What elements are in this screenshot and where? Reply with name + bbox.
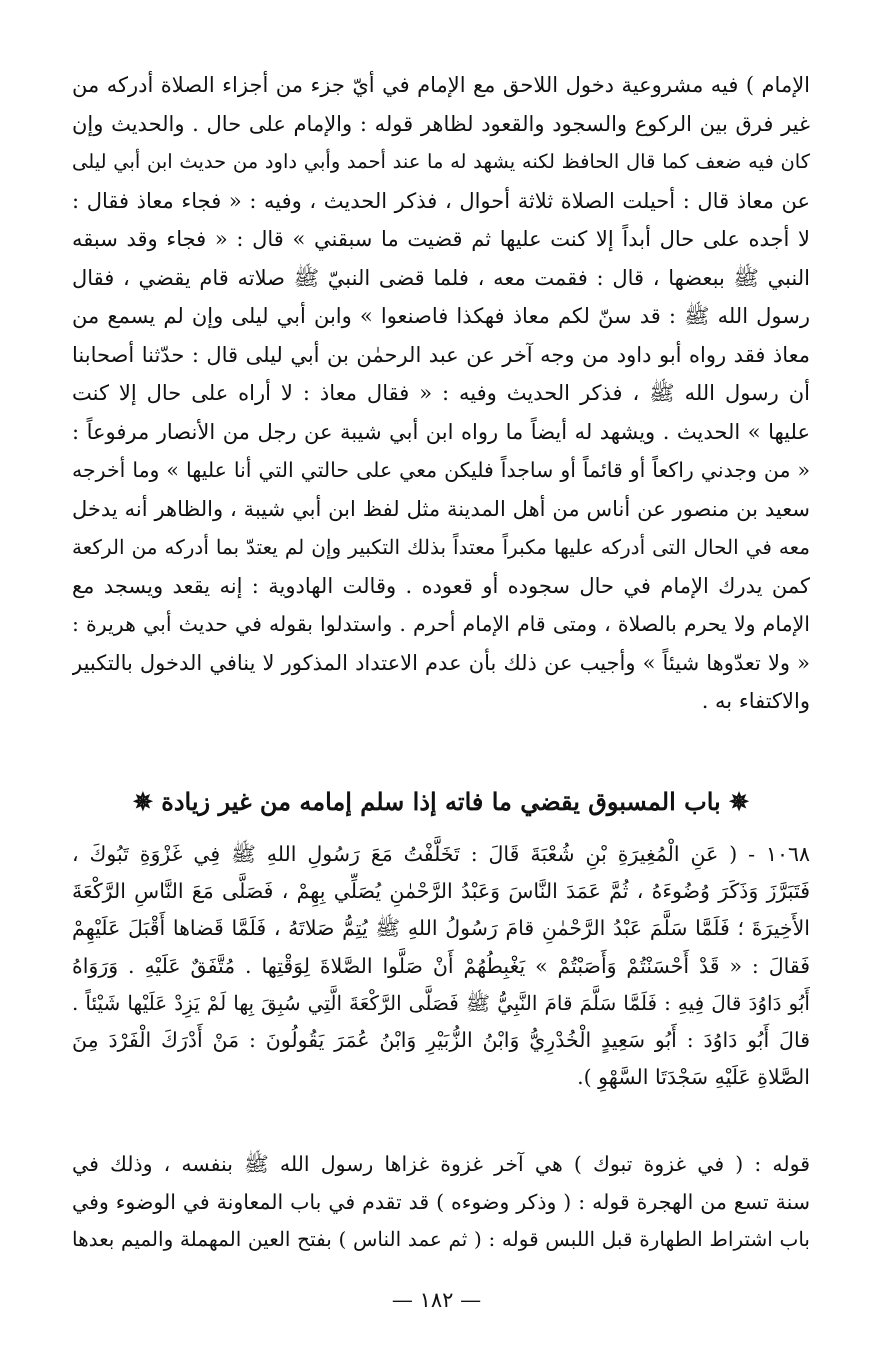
hadith-line: أَبُو دَاوُدَ قالَ فِيهِ : فَلَمَّا سَلَّمَ قامَ النَّبِيُّ ﷺ فَصَلَّى الرَّكْعَةَ الَّتِي سُبِقَ بِها لَمْ يَزِدْ عَلَيْها شَيْئاً . (72, 990, 810, 1015)
commentary-top (72, 66, 810, 721)
text-line: الإمام ولا يحرم بالصلاة ، ومتى قام الإمام أحرم . واستدلوا بقوله في حديث أبي هريرة : (72, 612, 810, 636)
hadith-line: الصَّلاةِ عَلَيْهِ سَجْدَتَا السَّهْوِ ). (577, 1065, 810, 1090)
text-line: باب اشتراط الطهارة قبل اللبس قوله : ( ثم عمد الناس ) بفتح العين المهملة والميم بعدها (72, 1227, 810, 1251)
text-line: الإمام ) فيه مشروعية دخول اللاحق مع الإمام في أيّ جزء من أجزاء الصلاة أدركه من (72, 73, 810, 97)
text-line: عليها » الحديث . ويشهد له أيضاً ما رواه ابن أبي شيبة عن رجل من الأنصار مرفوعاً : (72, 419, 810, 444)
text-line: سعيد بن منصور عن أناس من أهل المدينة مثل لفظ ابن أبي شيبة ، والظاهر أنه يدخل (72, 496, 810, 521)
page-number: — ١٨٢ — (391, 1288, 482, 1312)
commentary-bottom (72, 1146, 810, 1259)
text-line: عن معاذ قال : أحيلت الصلاة ثلاثة أحوال ، فذكر الحديث ، وفيه : « فجاء معاذ فقال : (72, 188, 810, 213)
text-line: غير فرق بين الركوع والسجود والقعود لظاهر قوله : والإمام على حال . والحديث وإن (72, 111, 810, 136)
text-line: قوله : ( في غزوة تبوك ) هي آخر غزوة غزاها رسول الله ﷺ بنفسه ، وذلك في (72, 1152, 810, 1176)
text-line: أن رسول الله ﷺ ، فذكر الحديث وفيه : « فقال معاذ : لا أراه على حال إلا كنت (72, 381, 810, 405)
text-line: رسول الله ﷺ : قد سنّ لكم معاذ فهكذا فاصنعوا » وابن أبي ليلى وإن لم يسمع من (72, 304, 810, 328)
hadith-text (72, 836, 810, 1096)
text-line: كان فيه ضعف كما قال الحافظ لكنه يشهد له ما عند أحمد وأبي داود من حديث ابن أبي ليلى (72, 150, 810, 173)
hadith-line: فَقالَ : « قَدْ أَحْسَنْتُمْ وَأَصَبْتُمْ » يَغْبِطُهُمْ أَنْ صَلَّوا الصَّلاةَ لِوَقْتِها . مُتَّفَقٌ عَلَيْهِ . وَرَوَاهُ (72, 953, 810, 978)
hadith-line: الأَخِيرَةَ ؛ فَلَمَّا سَلَّمَ عَبْدُ الرَّحْمٰنِ قامَ رَسُولُ اللهِ ﷺ يُتِمُّ صَلاتَهُ ، فَلَمَّا قَضاها أَقْبَلَ عَلَيْهِمْ (72, 916, 810, 941)
text-line: معاذ فقد رواه أبو داود من وجه آخر عن عبد الرحمٰن بن أبي ليلى قال : حدّثنا أصحابنا (72, 342, 810, 367)
hadith-line: ١٠٦٨ - ( عَنِ الْمُغِيرَةِ بْنِ شُعْبَةَ قَالَ : تَخَلَّفْتُ مَعَ رَسُولِ اللهِ ﷺ فِي غَزْوَةِ تَبُوكَ ، (72, 842, 810, 866)
hadith-line: قالَ أَبُو دَاوُدَ : أَبُو سَعِيدٍ الْخُدْرِيُّ وَابْنُ الزُّبَيْرِ وَابْنُ عُمَرَ يَقُولُونَ : مَنْ أَدْرَكَ الْفَرْدَ مِنَ (72, 1028, 810, 1053)
text-line: لا أجده على حال أبداً إلا كنت عليها ثم قضيت ما سبقني » قال : « فجاء وقد سبقه (72, 227, 810, 251)
text-line: معه في الحال التى أدركه عليها مكبراً معتداً بذلك التكبير وإن لم يعتدّ بما أدركه من الركعة (72, 535, 810, 559)
text-line: سنة تسع من الهجرة قوله : ( وذكر وضوءه ) قد تقدم في باب المعاونة في الوضوء وفي (72, 1189, 810, 1214)
text-line: كمن يدرك الإمام في حال سجوده أو قعوده . وقالت الهادوية : إنه يقعد ويسجد مع (72, 573, 810, 598)
text-line: والاكتفاء به . (701, 689, 810, 713)
text-line: « ولا تعدّوها شيئاً » وأجيب عن ذلك بأن عدم الاعتداد المذكور لا ينافي الدخول بالتكبير (72, 650, 810, 675)
text-line: « من وجدني راكعاً أو قائماً أو ساجداً فليكن معي على حالتي التي أنا عليها » وما أخرجه (72, 458, 810, 482)
text-line: النبي ﷺ ببعضها ، قال : فقمت معه ، فلما قضى النبيّ ﷺ صلاته قام يقضي ، فقال (72, 265, 810, 290)
chapter-heading: ✵ باب المسبوق يقضي ما فاته إذا سلم إمامه من غير زيادة ✵ (132, 787, 750, 816)
hadith-line: فَتَبَرَّزَ وَذَكَرَ وُضُوءَهُ ، ثُمَّ عَمَدَ النَّاسَ وَعَبْدُ الرَّحْمٰنِ يُصَلِّي بِهِمْ ، فَصَلَّى مَعَ النَّاسِ الرَّكْعَةَ (72, 879, 810, 904)
